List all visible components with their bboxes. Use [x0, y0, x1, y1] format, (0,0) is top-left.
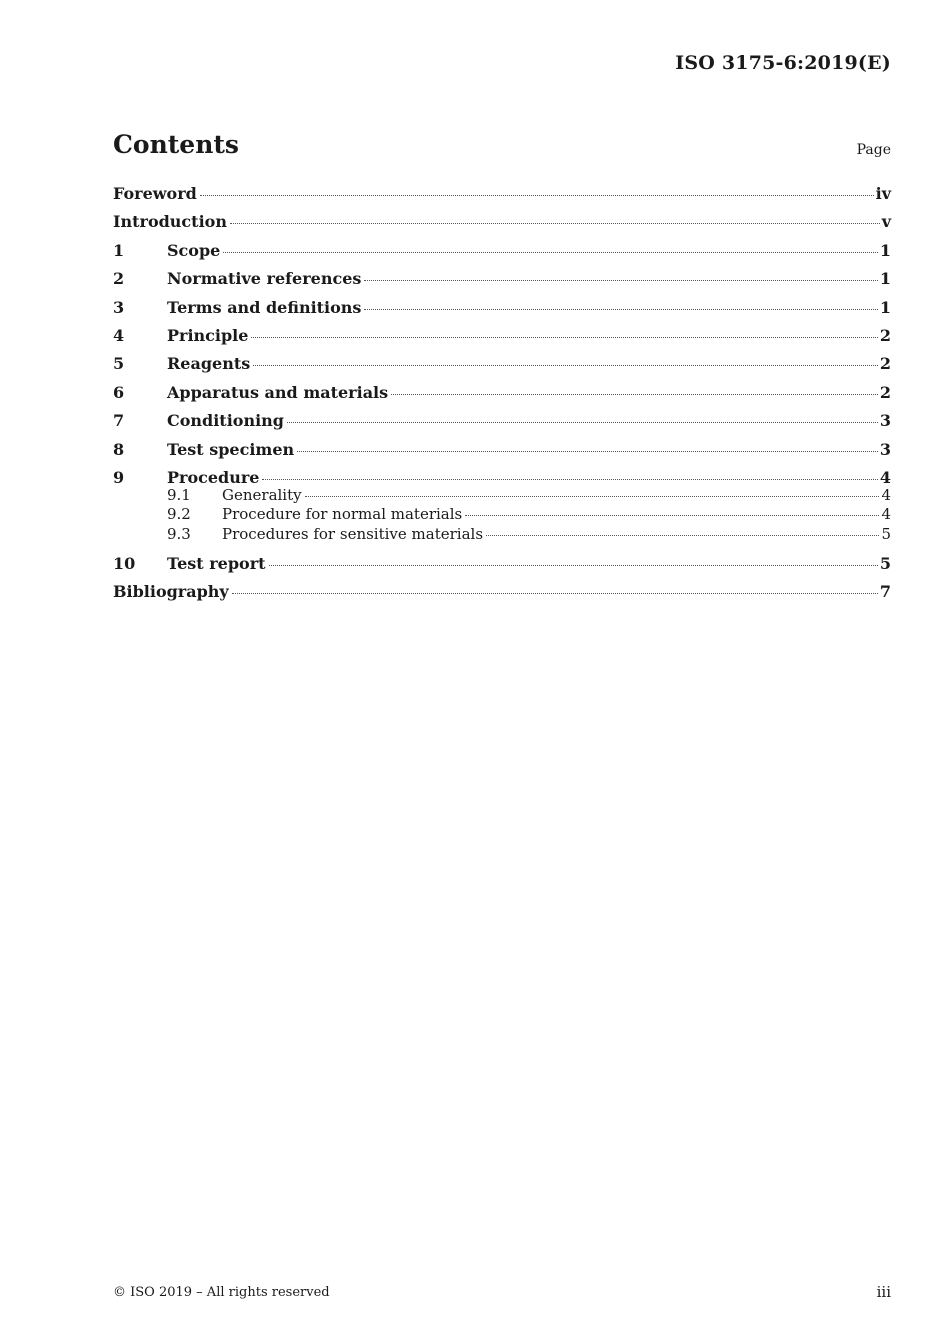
toc-entry-label: Conditioning [167, 411, 284, 431]
toc-entry-test-report[interactable] [113, 554, 891, 582]
toc-entry-page: 7 [879, 582, 891, 602]
toc-entry-label: Normative references [167, 269, 362, 289]
toc-entry-number: 9.3 [167, 524, 191, 543]
toc-entry-page: iv [875, 184, 891, 203]
dot-leader [364, 309, 877, 310]
dot-leader [287, 422, 878, 423]
toc-entry-label: Principle [167, 325, 249, 345]
toc-entry-number: 6 [113, 382, 125, 402]
toc-entry-page: 2 [879, 382, 891, 402]
toc-entry-number: 2 [113, 269, 125, 289]
toc-entry-page: 4 [881, 505, 891, 524]
toc-entry-foreword[interactable] [113, 184, 891, 212]
page-column-label: Page [856, 142, 891, 158]
toc-entry-label: Bibliography [113, 582, 229, 602]
toc-entry-number: 9 [113, 467, 125, 487]
dot-leader [486, 535, 879, 536]
toc-entry-number: 5 [113, 354, 125, 374]
page-number: iii [876, 1283, 891, 1301]
copyright-notice: © ISO 2019 – All rights reserved [113, 1285, 330, 1300]
toc-entry-page: 1 [879, 269, 891, 289]
toc-entry-number: 8 [113, 439, 125, 459]
dot-leader [232, 593, 878, 594]
toc-entry-scope[interactable] [113, 241, 891, 269]
page-title: Contents [113, 130, 240, 159]
toc-entry-label: Test specimen [167, 439, 295, 459]
toc-entry-label: Reagents [167, 354, 251, 374]
toc-entry-introduction[interactable] [113, 212, 891, 240]
dot-leader [262, 479, 877, 480]
toc-entry-apparatus-and-materials[interactable] [113, 383, 891, 411]
toc-entry-page: 5 [879, 553, 891, 573]
toc-entry-label: Procedures for sensitive materials [222, 524, 484, 543]
toc-entry-bibliography[interactable] [113, 582, 891, 610]
toc-entry-reagents[interactable] [113, 354, 891, 382]
toc-entry-number: 1 [113, 240, 125, 260]
toc-entry-normative-references[interactable] [113, 269, 891, 297]
toc-entry-label: Generality [222, 485, 302, 504]
dot-leader [200, 195, 874, 196]
dot-leader [223, 252, 878, 253]
toc-entry-page: v [881, 212, 891, 232]
document-id: ISO 3175-6:2019(E) [675, 52, 891, 74]
dot-leader [297, 451, 878, 452]
toc-entry-label: Foreword [113, 184, 197, 203]
toc-entry-terms-and-definitions[interactable] [113, 298, 891, 326]
dot-leader [253, 365, 878, 366]
dot-leader [391, 394, 878, 395]
toc-entry-number: 9.1 [167, 485, 191, 504]
toc-subentry-generality[interactable] [113, 486, 891, 506]
toc-entry-page: 5 [881, 524, 891, 543]
dot-leader [305, 496, 880, 497]
dot-leader [364, 280, 877, 281]
dot-leader [465, 515, 879, 516]
toc-entry-page: 3 [879, 411, 891, 431]
toc-entry-number: 7 [113, 411, 125, 431]
toc-subentry-procedures-sensitive-materials[interactable] [113, 525, 891, 554]
dot-leader [230, 223, 880, 224]
toc-entry-principle[interactable] [113, 326, 891, 354]
toc-entry-procedure[interactable] [113, 468, 891, 486]
toc-entry-label: Introduction [113, 212, 227, 232]
dot-leader [269, 565, 878, 566]
toc-entry-page: 2 [879, 354, 891, 374]
toc-entry-number: 3 [113, 297, 125, 317]
toc-subentry-procedure-normal-materials[interactable] [113, 505, 891, 525]
toc-entry-label: Apparatus and materials [167, 382, 389, 402]
toc-entry-label: Scope [167, 240, 221, 260]
toc-entry-page: 4 [881, 485, 891, 504]
toc-entry-label: Procedure [167, 467, 260, 487]
toc-entry-number: 4 [113, 325, 125, 345]
toc-entry-label: Procedure for normal materials [222, 505, 463, 524]
table-of-contents [113, 184, 891, 611]
toc-entry-page: 3 [879, 439, 891, 459]
toc-entry-page: 4 [879, 467, 891, 487]
toc-entry-label: Terms and definitions [167, 297, 362, 317]
toc-entry-label: Test report [167, 553, 266, 573]
toc-entry-page: 2 [879, 325, 891, 345]
dot-leader [251, 337, 877, 338]
toc-entry-page: 1 [879, 297, 891, 317]
toc-entry-conditioning[interactable] [113, 411, 891, 439]
toc-entry-number: 9.2 [167, 505, 191, 524]
toc-entry-test-specimen[interactable] [113, 440, 891, 468]
toc-entry-number: 10 [113, 553, 136, 573]
toc-entry-page: 1 [879, 240, 891, 260]
